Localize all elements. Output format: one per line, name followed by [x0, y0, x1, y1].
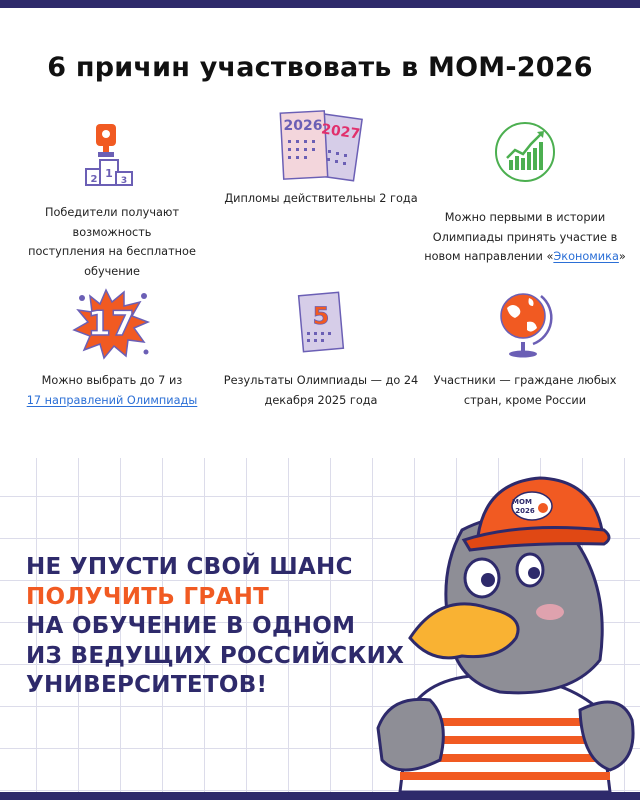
directions-link[interactable]: 17 направлений Олимпиады [26, 393, 198, 407]
promo-banner-text [26, 553, 404, 701]
banner-highlight-line: ПОЛУЧИТЬ ГРАНТ [26, 583, 270, 610]
number-17-splash-icon [70, 286, 154, 362]
banner-line: ИЗ ВЕДУЩИХ РОССИЙСКИХ [26, 642, 405, 669]
reason-text-fragment: » [618, 250, 626, 263]
banner-line: НЕ УПУСТИ СВОЙ ШАНС [26, 554, 353, 580]
reason-card-results [216, 290, 426, 410]
svg-text:2026: 2026 [283, 118, 323, 134]
cap-logo-text: МОМ [512, 498, 532, 506]
reason-text-line: стран, кроме России [463, 393, 587, 407]
reason-card-diplomas [216, 110, 426, 209]
reason-text-line [7, 391, 217, 411]
reason-text-line: декабря 2025 года [264, 393, 378, 407]
svg-text:3: 3 [120, 176, 128, 186]
pigeon-mascot-illustration [370, 460, 640, 792]
reason-card-free-education [7, 122, 217, 281]
reason-text-line: поступления на бесплатное [28, 245, 196, 258]
trophy-podium-icon [82, 122, 142, 188]
svg-text:2: 2 [90, 174, 98, 185]
svg-text:5: 5 [312, 302, 330, 330]
reason-card-participants [420, 286, 630, 410]
banner-line: УНИВЕРСИТЕТОВ! [26, 672, 268, 698]
reason-text-line: Участники — граждане любых [433, 374, 617, 387]
reason-card-economics [420, 120, 630, 267]
growth-chart-icon [493, 120, 557, 184]
svg-text:17: 17 [87, 304, 135, 344]
banner-line: НА ОБУЧЕНИЕ В ОДНОМ [26, 613, 356, 639]
calendar-5-icon [293, 290, 349, 356]
reason-text-line: Можно первыми в истории [444, 211, 606, 224]
page-title: 6 причин участвовать в МОМ-2026 [47, 52, 593, 83]
bottom-frame-bar [0, 792, 640, 800]
reason-text-line: Можно выбрать до 7 из [41, 374, 183, 387]
calendar-2026-2027-icon [276, 110, 366, 186]
economics-link[interactable]: Экономика [553, 250, 619, 263]
cap-logo-text: 2026 [515, 507, 535, 515]
svg-text:1: 1 [105, 167, 113, 180]
reason-text-fragment: новом направлении « [424, 250, 554, 263]
reason-text-line [420, 247, 630, 267]
globe-icon [493, 286, 557, 362]
top-frame-bar [0, 0, 640, 8]
reason-text-line: Олимпиады принять участие в [432, 230, 618, 244]
reason-text-line: Дипломы действительны 2 года [224, 192, 418, 205]
reason-text-line: Результаты Олимпиады — до 24 [223, 374, 419, 387]
reason-text-line: Победители получают возможность [44, 206, 180, 239]
svg-text:2027: 2027 [320, 121, 361, 143]
reason-card-directions [7, 286, 217, 410]
reason-text-line: обучение [84, 264, 140, 278]
